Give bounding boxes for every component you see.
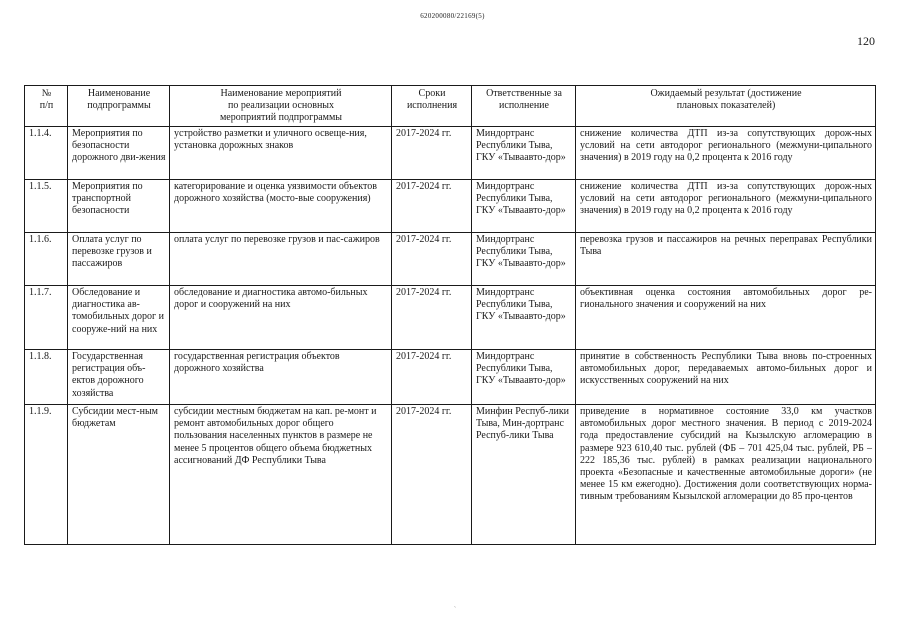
cell-text: 1.1.4. [29, 128, 52, 139]
cell-text: Оплата услуг по перевозке грузов и пассажиров [72, 234, 152, 270]
cell-term [392, 286, 472, 350]
cell-activity [170, 350, 392, 405]
cell-number [25, 286, 68, 350]
cell-number [25, 233, 68, 286]
cell-number [25, 405, 68, 545]
column-header-responsible [472, 86, 576, 127]
cell-responsible [472, 127, 576, 180]
column-header-number [25, 86, 68, 127]
cell-term [392, 405, 472, 545]
cell-text: 1.1.5. [29, 181, 52, 192]
table-header-row [25, 86, 876, 127]
cell-text: объективная оценка состояния автомобильных дорог ре-гионального значения и сооружений на них [580, 287, 872, 311]
cell-activity [170, 233, 392, 286]
table-row [25, 286, 876, 350]
cell-text: устройство разметки и уличного освеще-ния, установка дорожных знаков [174, 128, 367, 152]
cell-activity [170, 405, 392, 545]
cell-result [576, 233, 876, 286]
cell-term [392, 180, 472, 233]
column-header-term [392, 86, 472, 127]
cell-text: 2017-2024 гг. [396, 181, 452, 192]
cell-number [25, 180, 68, 233]
cell-result [576, 405, 876, 545]
cell-text: снижение количества ДТП из-за сопутствующих дорож-ных условий на сети автодорог регионального (межмуни-ципального значения) в 2019 году на 0,2 процента к 2016 году [580, 181, 872, 217]
cell-subprogram [68, 350, 170, 405]
cell-text: Государственная регистрация объ-ектов дорожного хозяйства [72, 351, 146, 399]
cell-text: Миндортранс Республики Тыва, ГКУ «Тываавто-дор» [476, 181, 566, 217]
cell-result [576, 180, 876, 233]
cell-activity [170, 127, 392, 180]
cell-text: Субсидии мест-ным бюджетам [72, 406, 159, 430]
cell-text: приведение в нормативное состояние 33,0 км участков автомобильных дорог местного значения. В период с 2019-2024 года предоставление субсидий на Кызылскую агломерацию в размере 923 610,40 тыс. рублей (ФБ – 701 425,04 тыс. рублей, РБ – 222 185,36 тыс. рублей) в рамках реализации национального проекта «Безопасные и качественные автомобильные дороги» (не менее 15 км ежегодно). Достижения доли соответствующих норма-тивным требованиям Кызылской агломерации до 85 про-центов [580, 406, 872, 503]
cell-subprogram [68, 127, 170, 180]
page-number: 120 [857, 34, 875, 48]
table-row [25, 180, 876, 233]
scan-mark: ` [454, 607, 456, 613]
cell-number [25, 350, 68, 405]
cell-text: обследование и диагностика автомо-бильных дорог и сооружений на них [174, 287, 368, 311]
cell-term [392, 127, 472, 180]
cell-text: оплата услуг по перевозке грузов и пас-сажиров [174, 234, 380, 245]
cell-text: Мероприятия по безопасности дорожного дви-жения [72, 128, 166, 164]
cell-activity [170, 180, 392, 233]
column-header-subprogram [68, 86, 170, 127]
header-text: Наименование подпрограммы [87, 88, 151, 112]
cell-text: Миндортранс Республики Тыва, ГКУ «Тываавто-дор» [476, 351, 566, 387]
cell-activity [170, 286, 392, 350]
header-text: Сроки исполнения [406, 88, 458, 112]
cell-text: 2017-2024 гг. [396, 234, 452, 245]
cell-responsible [472, 350, 576, 405]
cell-text: категорирование и оценка уязвимости объектов дорожного хозяйства (мосто-вые сооружения) [174, 181, 377, 205]
column-header-activity [170, 86, 392, 127]
cell-text: 2017-2024 гг. [396, 351, 452, 362]
table-row [25, 127, 876, 180]
cell-text: 1.1.9. [29, 406, 52, 417]
cell-subprogram [68, 405, 170, 545]
cell-text: 1.1.7. [29, 287, 52, 298]
cell-result [576, 350, 876, 405]
cell-text: 2017-2024 гг. [396, 287, 452, 298]
cell-subprogram [68, 233, 170, 286]
cell-result [576, 127, 876, 180]
cell-term [392, 233, 472, 286]
cell-number [25, 127, 68, 180]
header-text: № п/п [39, 88, 54, 112]
header-text: Наименование мероприятий по реализации основных мероприятий подпрограммы [219, 88, 343, 124]
cell-text: 2017-2024 гг. [396, 128, 452, 139]
cell-responsible [472, 180, 576, 233]
cell-text: перевозка грузов и пассажиров на речных переправах Республики Тыва [580, 234, 872, 258]
cell-text: Обследование и диагностика ав-томобильных дорог и сооруже-ний на них [72, 287, 164, 335]
cell-text: Миндортранс Республики Тыва, ГКУ «Тываавто-дор» [476, 234, 566, 270]
table-row [25, 350, 876, 405]
cell-text: Мероприятия по транспортной безопасности [72, 181, 143, 217]
cell-text: Миндортранс Республики Тыва, ГКУ «Тываавто-дор» [476, 287, 566, 323]
table-row [25, 405, 876, 545]
cell-text: 1.1.6. [29, 234, 52, 245]
cell-responsible [472, 286, 576, 350]
activities-table [24, 85, 876, 545]
header-text: Ответственные за исполнение [486, 88, 562, 112]
cell-responsible [472, 405, 576, 545]
cell-subprogram [68, 180, 170, 233]
cell-text: субсидии местным бюджетам на кап. ре-монт и ремонт автомобильных дорог общего пользования населенных пунктов в размере не менее 5 процентов общего объема бюджетных ассигнований ДФ Республики Тыва [174, 406, 377, 466]
cell-result [576, 286, 876, 350]
cell-text: государственная регистрация объектов дорожного хозяйства [174, 351, 340, 375]
header-text: Ожидаемый результат (достижение плановых показателей) [650, 88, 802, 112]
cell-text: принятие в собственность Республики Тыва вновь по-строенных автомобильных дорог, передаваемых автомо-бильных дорог и искусственных сооружений на них [580, 351, 872, 387]
cell-subprogram [68, 286, 170, 350]
cell-text: снижение количества ДТП из-за сопутствующих дорож-ных условий на сети автодорог регионального (межмуни-ципального значения) в 2019 году на 0,2 процента к 2016 году [580, 128, 872, 164]
cell-text: Миндортранс Республики Тыва, ГКУ «Тываавто-дор» [476, 128, 566, 164]
column-header-result [576, 86, 876, 127]
table-row [25, 233, 876, 286]
cell-responsible [472, 233, 576, 286]
cell-text: 2017-2024 гг. [396, 406, 452, 417]
cell-text: 1.1.8. [29, 351, 52, 362]
cell-term [392, 350, 472, 405]
document-id: 620200080/22169(5) [420, 12, 485, 20]
cell-text: Минфин Респуб-лики Тыва, Мин-дортранс Респуб-лики Тыва [476, 406, 570, 442]
